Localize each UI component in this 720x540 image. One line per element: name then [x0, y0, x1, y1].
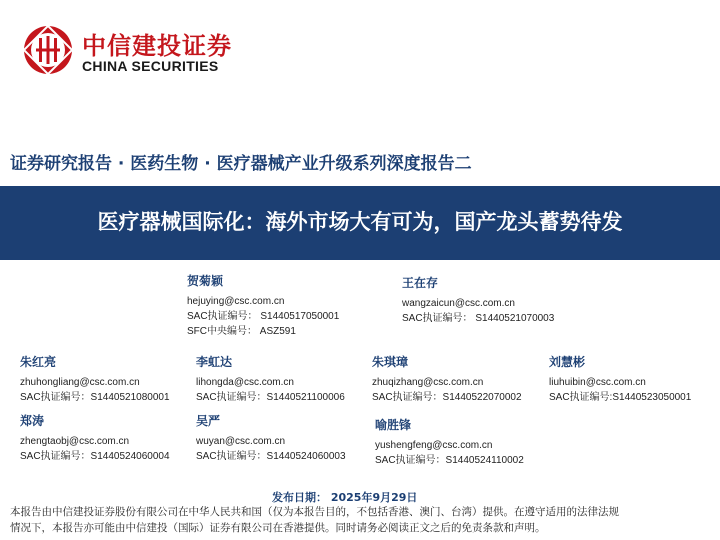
analyst-name: 刘慧彬	[549, 355, 586, 369]
analyst-sac-id: SAC执证编号：S1440521080001	[20, 392, 170, 403]
analyst-card	[196, 355, 345, 405]
analyst-card	[375, 418, 524, 468]
analyst-email: wuyan@csc.com.cn	[196, 436, 286, 447]
analyst-email: hejuying@csc.com.cn	[187, 296, 285, 307]
analyst-email: wangzaicun@csc.com.cn	[402, 298, 515, 309]
publish-date: 发布日期： 2025年9月29日	[272, 491, 418, 504]
analyst-card	[549, 355, 691, 405]
analyst-sac-id: SAC执证编号：S1440521100006	[196, 392, 345, 403]
analyst-name: 郑涛	[20, 414, 45, 428]
analyst-sac-id: SAC执证编号：S1440524060003	[196, 451, 346, 462]
analyst-name: 贺菊颖	[187, 274, 224, 288]
disclaimer-line: 情况下，本报告亦可能由中信建投（国际）证券有限公司在香港提供。同时请务必阅读正文之后的免责条款和声明。	[10, 522, 546, 534]
analyst-name: 王在存	[402, 276, 439, 290]
analyst-name: 朱琪璋	[372, 355, 409, 369]
analyst-card	[187, 274, 339, 339]
title-banner	[0, 186, 720, 260]
analyst-sac-id: SAC执证编号：S1440524060004	[20, 451, 170, 462]
analyst-card	[402, 276, 554, 326]
analyst-email: zhuhongliang@csc.com.cn	[20, 377, 140, 388]
disclaimer	[10, 504, 712, 536]
analyst-card	[372, 355, 522, 405]
analyst-email: lihongda@csc.com.cn	[196, 377, 294, 388]
china-securities-logo	[22, 24, 74, 76]
disclaimer-line: 本报告由中信建投证券股份有限公司在中华人民共和国（仅为本报告目的，不包括香港、澳门、台湾）提供。在遵守适用的法律法规	[10, 506, 619, 518]
analyst-card	[196, 414, 346, 464]
analyst-name: 喻胜锋	[375, 418, 412, 432]
analyst-sac-id: SAC执证编号： S1440517050001	[187, 311, 340, 322]
analyst-name: 李虹达	[196, 355, 233, 369]
analyst-name: 朱红亮	[20, 355, 57, 369]
analyst-sac-id: SAC执证编号：S1440524110002	[375, 455, 524, 466]
brand-name-en: CHINA SECURITIES	[82, 58, 219, 74]
analyst-card	[20, 414, 170, 464]
analyst-sac-id: SAC执证编号:S1440523050001	[549, 392, 692, 403]
analyst-email: zhengtaobj@csc.com.cn	[20, 436, 130, 447]
brand-name-cn: 中信建投证券	[82, 32, 232, 60]
report-title: 医疗器械国际化：海外市场大有可为，国产龙头蓄势待发	[97, 210, 623, 234]
analyst-card	[20, 355, 170, 405]
analyst-email: zhuqizhang@csc.com.cn	[372, 377, 484, 388]
analyst-sac-id: SAC执证编号： S1440521070003	[402, 313, 555, 324]
analyst-email: yushengfeng@csc.com.cn	[375, 440, 493, 451]
analyst-email: liuhuibin@csc.com.cn	[549, 377, 646, 388]
analyst-sac-id: SAC执证编号：S1440522070002	[372, 392, 522, 403]
analyst-sfc-id: SFC中央编号： ASZ591	[187, 326, 296, 337]
report-series: 证券研究报告 · 医药生物 · 医疗器械产业升级系列深度报告二	[10, 154, 472, 174]
analyst-name: 吴严	[196, 414, 221, 428]
